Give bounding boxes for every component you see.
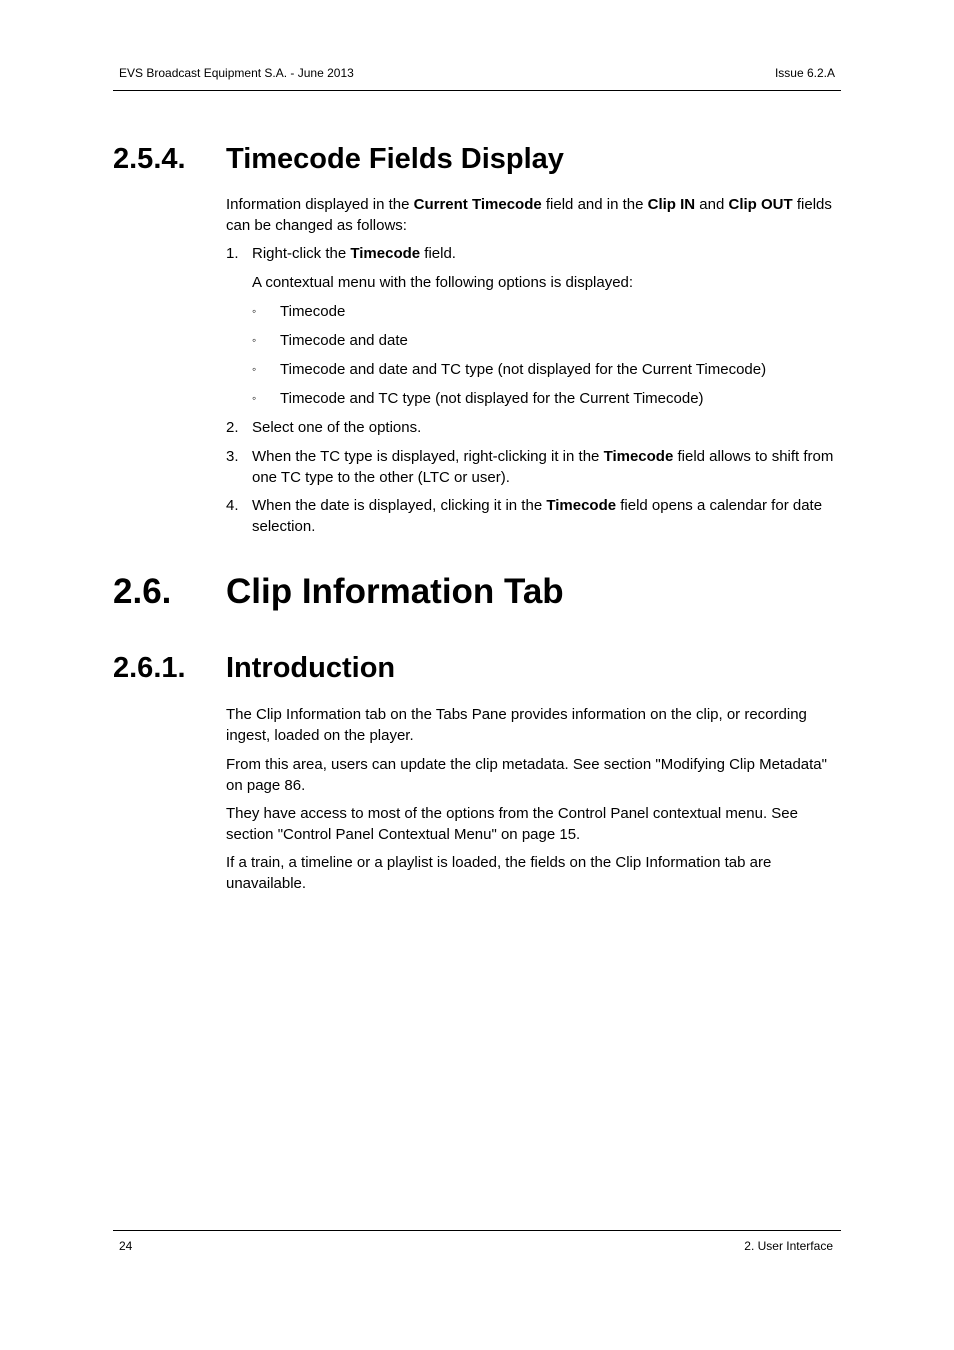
- paragraph-intro-2: From this area, users can update the clip metadata. See section "Modifying Clip Metadata" on page 86.: [226, 756, 827, 794]
- text-run: Information displayed in the: [226, 196, 414, 213]
- page-header: [113, 0, 841, 91]
- bold-run: Clip IN: [647, 196, 696, 213]
- option-item: Timecode and TC type (not displayed for the Current Timecode): [280, 390, 704, 407]
- paragraph-intro-3: They have access to most of the options from the Control Panel contextual menu. See section "Control Panel Contextual Menu" on page 15.: [226, 805, 798, 843]
- text-run: When the date is displayed, clicking it in the: [252, 497, 547, 514]
- heading-timecode-fields-display: [113, 142, 564, 176]
- text-run: field opens a calendar for date selection.: [252, 497, 823, 535]
- paragraph-intro-4: If a train, a timeline or a playlist is loaded, the fields on the Clip Information tab are unavailable.: [226, 854, 772, 892]
- text-run: When the TC type is displayed, right-clicking it in the: [252, 448, 604, 465]
- step-number: 4.: [226, 497, 239, 514]
- page-footer: [113, 1230, 841, 1253]
- option-item: Timecode: [280, 303, 346, 320]
- page-number: 24: [119, 1239, 133, 1253]
- bullet-icon: ◦: [252, 304, 257, 318]
- footer-chapter: 2. User Interface: [744, 1239, 833, 1253]
- text-run: field allows to shift from one TC type to the other (LTC or user).: [252, 448, 834, 486]
- bold-run: Clip OUT: [728, 196, 793, 213]
- bullet-icon: ◦: [252, 391, 257, 405]
- text-run: fields can be changed as follows:: [226, 196, 832, 234]
- header-issue: Issue 6.2.A: [774, 66, 835, 80]
- bold-run: Timecode: [546, 497, 617, 514]
- text-run: Right-click the: [252, 245, 351, 262]
- bullet-icon: ◦: [252, 362, 257, 376]
- bold-run: Timecode: [603, 448, 674, 465]
- heading-introduction: [113, 651, 395, 685]
- heading-number: 2.6.: [113, 572, 172, 611]
- step-number: 1.: [226, 245, 239, 262]
- text-run: field and in the: [541, 196, 648, 213]
- bullet-icon: ◦: [252, 333, 257, 347]
- step-text: [252, 495, 846, 537]
- bold-run: Timecode: [350, 245, 421, 262]
- option-item: Timecode and date: [280, 332, 408, 349]
- heading-title: Clip Information Tab: [226, 572, 564, 611]
- paragraph-intro-1: The Clip Information tab on the Tabs Pane provides information on the clip, or recording ingest, loaded on the player.: [226, 706, 807, 744]
- text-run: field.: [420, 245, 456, 262]
- step-text: [252, 446, 846, 488]
- text-run: and: [695, 196, 729, 213]
- step-number: 2.: [226, 419, 239, 436]
- step-text: Select one of the options.: [252, 419, 422, 436]
- heading-number: 2.5.4.: [113, 143, 186, 175]
- header-publisher: EVS Broadcast Equipment S.A. - June 2013: [119, 66, 354, 80]
- paragraph-timecode-intro: [226, 194, 846, 236]
- step-number: 3.: [226, 448, 239, 465]
- heading-title: Timecode Fields Display: [226, 143, 564, 175]
- heading-clip-information-tab: [113, 572, 564, 612]
- bold-run: Current Timecode: [413, 196, 542, 213]
- step-text: [252, 243, 846, 264]
- heading-number: 2.6.1.: [113, 652, 186, 684]
- menu-intro-text: A contextual menu with the following options is displayed:: [252, 274, 634, 291]
- option-item: Timecode and date and TC type (not displayed for the Current Timecode): [280, 361, 767, 378]
- heading-title: Introduction: [226, 652, 396, 684]
